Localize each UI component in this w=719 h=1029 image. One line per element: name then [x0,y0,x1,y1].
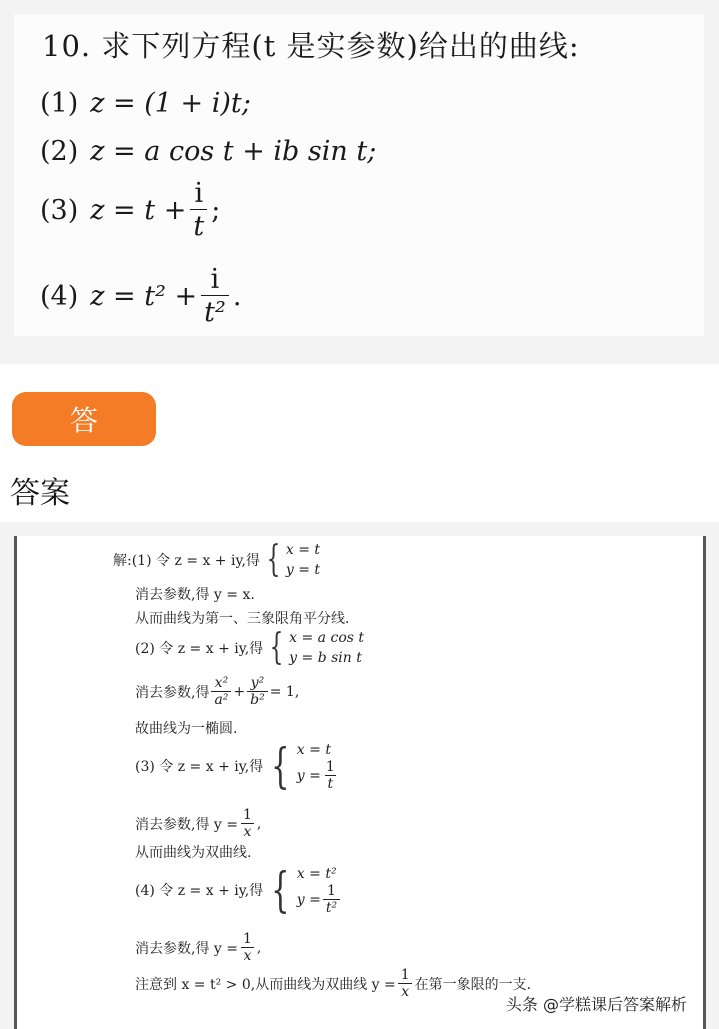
solution-card [14,536,706,1029]
fraction [323,884,340,915]
solution-panel [0,522,719,1029]
system-row: y = t [285,562,321,578]
system-row [297,884,342,915]
brace-icon: { [269,627,284,668]
solution-2-conclusion: 故曲线为一椭圆. [135,721,238,737]
solution-text: 消去参数,得 y = [135,940,238,957]
question-item-1 [40,88,251,119]
solution-1-eliminate: 消去参数,得 y = x. [135,587,255,603]
fraction [323,760,338,791]
answer-button[interactable]: 答 [12,392,156,446]
solution-4-conclusion [135,968,531,999]
solution-text: 消去参数,得 [135,684,210,701]
fraction [398,968,413,999]
fraction-denominator: t [325,775,337,791]
fraction-denominator: t² [323,899,340,915]
fraction-numerator: y² [250,675,265,691]
fraction-denominator: b² [247,691,268,707]
system-row: x = t [285,542,321,558]
solution-2-system [135,628,364,668]
fraction-numerator: x² [214,675,229,691]
system-row: x = t² [296,866,337,882]
solution-text: + [233,683,246,700]
solution-text: y = [296,891,321,908]
item-end: ; [211,194,221,226]
system-row: x = a cos t [289,630,365,646]
brace-icon: { [271,861,290,918]
solution-text: y = [296,767,321,784]
system-row [297,760,340,791]
question-title: 10. 求下列方程(t 是实参数)给出的曲线: [42,29,580,63]
answer-heading: 答案 [10,476,70,511]
fraction [190,180,207,240]
item-expression: z = (1 + i)t; [90,88,251,119]
item-number: (2) [40,136,79,167]
brace-icon: { [271,737,290,794]
item-number: (4) [40,280,79,312]
item-end: . [232,280,242,312]
fraction-numerator: 1 [243,807,252,823]
question-panel [0,0,719,364]
fraction-denominator: a² [211,691,231,707]
solution-text: , [256,939,262,956]
solution-4-eliminate [135,932,261,963]
solution-text: 注意到 x = t² > 0,从而曲线为双曲线 y = [135,976,396,993]
solution-text: 消去参数,得 y = [135,816,238,833]
solution-3-system [135,737,340,794]
brace-icon: { [266,539,281,580]
question-item-4 [40,266,241,326]
equation-system [265,628,364,668]
solution-text: 解:(1) 令 z = x + iy,得 [113,553,260,569]
solution-text: , [256,815,262,832]
solution-text: (2) 令 z = x + iy,得 [135,641,264,657]
system-row: y = b sin t [289,650,362,666]
solution-text: (4) 令 z = x + iy,得 [135,882,264,899]
solution-1-system [113,540,320,580]
solution-3-eliminate [135,808,261,839]
equation-system [265,861,342,918]
solution-text: = 1, [269,683,300,700]
fraction [247,676,268,707]
fraction-numerator: 1 [400,967,410,983]
item-number: (1) [40,88,79,119]
fraction-numerator: 1 [327,883,336,899]
fraction [211,676,231,707]
fraction-denominator: t² [201,295,229,326]
question-card [14,14,704,336]
fraction [201,266,229,326]
item-number: (3) [40,194,79,226]
solution-text: 在第一象限的一支. [414,976,532,993]
solution-text: (3) 令 z = x + iy,得 [135,758,264,775]
fraction-denominator: t [190,209,207,240]
solution-2-eliminate [135,676,299,707]
item-expression: z = t² + [90,280,198,312]
solution-1-conclusion: 从而曲线为第一、三象限角平分线. [135,611,350,627]
fraction-numerator: 1 [243,931,252,947]
system-row: x = t [296,742,331,758]
question-item-3 [40,180,220,240]
fraction [240,808,255,839]
solution-4-system [135,861,342,918]
question-item-2 [40,136,376,167]
solution-3-conclusion: 从而曲线为双曲线. [135,845,252,861]
item-expression: z = t + [90,194,187,226]
equation-system [262,540,320,580]
fraction [240,932,255,963]
fraction-denominator: x [241,947,255,963]
equation-system [265,737,340,794]
watermark: 头条 @学糕课后答案解析 [506,992,687,1015]
fraction-denominator: x [398,983,412,999]
fraction-numerator: 1 [325,759,335,775]
fraction-denominator: x [241,823,255,839]
fraction-numerator: i [210,264,220,295]
fraction-numerator: i [194,178,204,209]
item-expression: z = a cos t + ib sin t; [90,136,377,167]
